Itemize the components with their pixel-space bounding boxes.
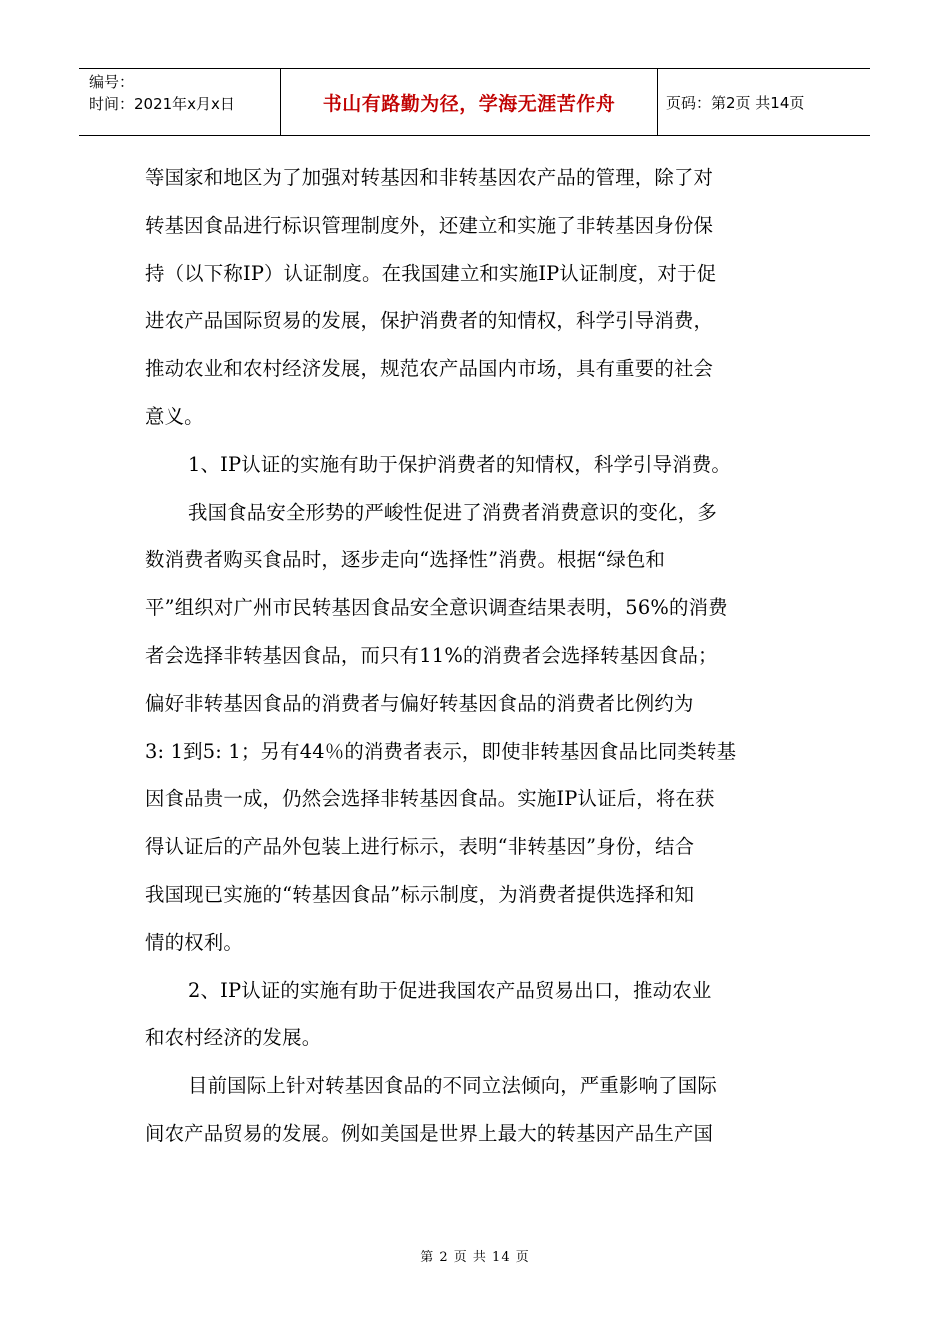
body-line: 偏好非转基因食品的消费者与偏好转基因食品的消费者比例约为 xyxy=(145,691,694,715)
header-meta-cell xyxy=(79,69,281,135)
body-line: 我国食品安全形势的严峻性促进了消费者消费意识的变化，多 xyxy=(188,500,717,524)
document-body xyxy=(145,154,805,1158)
body-line: 目前国际上针对转基因食品的不同立法倾向，严重影响了国际 xyxy=(188,1074,717,1098)
document-date-label: 时间：2021年x月x日 xyxy=(89,95,235,113)
body-line: 我国现已实施的“转基因食品”标示制度，为消费者提供选择和知 xyxy=(145,882,695,906)
body-line: 因食品贵一成，仍然会选择非转基因食品。实施IP认证后，将在获 xyxy=(145,787,715,811)
body-line: 推动农业和农村经济发展，规范农产品国内市场，具有重要的社会 xyxy=(145,357,714,381)
body-line: 持（以下称IP）认证制度。在我国建立和实施IP认证制度，对于促 xyxy=(145,261,717,285)
document-number-label: 编号： xyxy=(89,73,135,91)
header-motto: 书山有路勤为径，学海无涯苦作舟 xyxy=(281,69,658,135)
body-line: 进农产品国际贸易的发展，保护消费者的知情权，科学引导消费， xyxy=(145,309,714,333)
body-line: 者会选择非转基因食品，而只有11%的消费者会选择转基因食品； xyxy=(145,643,718,667)
body-line: 间农产品贸易的发展。例如美国是世界上最大的转基因产品生产国 xyxy=(145,1121,714,1145)
page-header xyxy=(79,68,870,136)
body-line: 3: 1到5: 1；另有44％的消费者表示，即使非转基因食品比同类转基 xyxy=(145,739,737,763)
page-footer: 第 2 页 共 14 页 xyxy=(420,1250,530,1265)
section-heading: 2、IP认证的实施有助于促进我国农产品贸易出口，推动农业 xyxy=(188,978,712,1002)
header-page-number: 页码：第2页 共14页 xyxy=(666,93,805,112)
body-line: 情的权利。 xyxy=(145,930,243,954)
body-line: 平”组织对广州市民转基因食品安全意识调查结果表明，56%的消费 xyxy=(145,596,728,620)
body-line: 意义。 xyxy=(145,404,204,428)
body-line: 转基因食品进行标识管理制度外，还建立和实施了非转基因身份保 xyxy=(145,213,714,237)
body-line: 和农村经济的发展。 xyxy=(145,1026,322,1050)
body-line: 数消费者购买食品时，逐步走向“选择性”消费。根据“绿色和 xyxy=(145,548,666,572)
section-heading: 1、IP认证的实施有助于保护消费者的知情权，科学引导消费。 xyxy=(188,452,731,476)
body-line: 等国家和地区为了加强对转基因和非转基因农产品的管理，除了对 xyxy=(145,166,714,189)
body-line: 得认证后的产品外包装上进行标示，表明“非转基因”身份，结合 xyxy=(145,835,695,859)
